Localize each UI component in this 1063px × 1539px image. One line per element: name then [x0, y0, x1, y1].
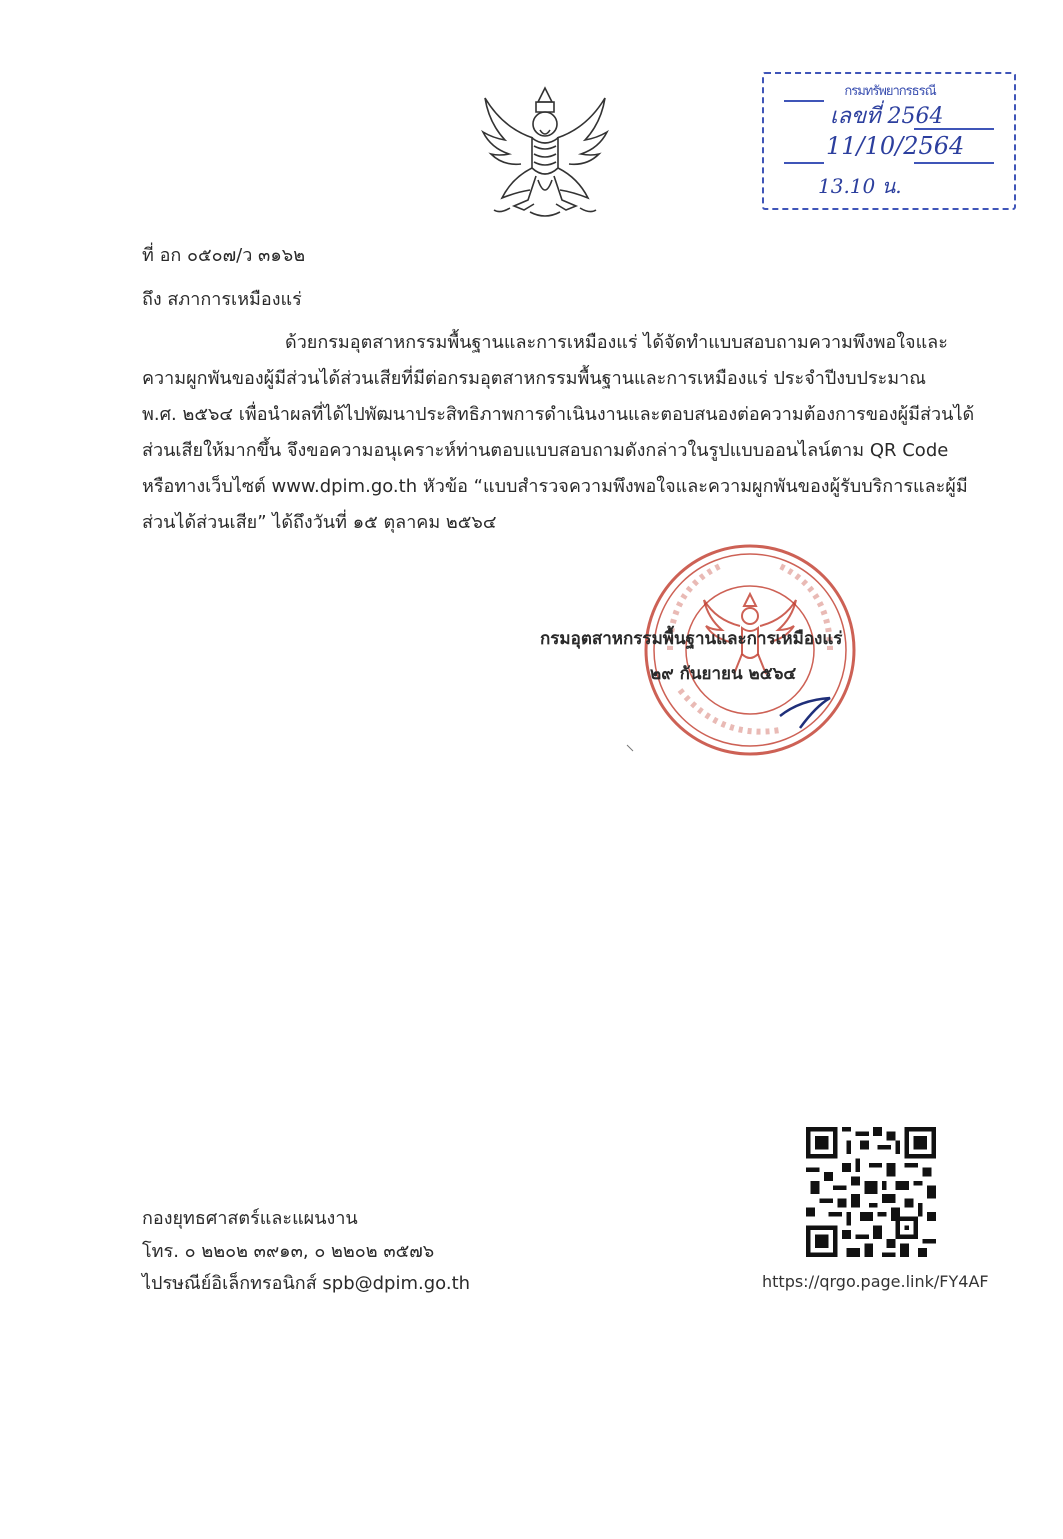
body-line: หรือทางเว็บไซต์ www.dpim.go.th หัวข้อ “แบบสำรวจความพึงพอใจและความผูกพันของผู้รับบริการและผู้มี [142, 476, 968, 497]
receipt-stamp [762, 72, 1016, 210]
stamp-rule [914, 162, 994, 164]
receipt-number: เลขที่ 2564 [830, 104, 944, 129]
footer-email: ไปรษณีย์อิเล็กทรอนิกส์ spb@dpim.go.th [142, 1273, 471, 1294]
receipt-date: 11/10/2564 [826, 132, 965, 160]
document-reference: ที่ อก ๐๕๐๗/ว ๓๑๖๒ [142, 245, 306, 266]
footer-phone: โทร. ๐ ๒๒๐๒ ๓๙๑๓, ๐ ๒๒๐๒ ๓๕๗๖ [142, 1241, 435, 1262]
stamp-rule [784, 162, 824, 164]
signature-date: ๒๙ กันยายน ๒๕๖๔ [650, 664, 797, 684]
signature-organization: กรมอุตสาหกรรมพื้นฐานและการเหมืองแร่ [540, 629, 843, 649]
garuda-emblem-icon [470, 80, 620, 230]
receipt-time: 13.10 น. [818, 174, 902, 198]
body-line: ความผูกพันของผู้มีส่วนได้ส่วนเสียที่มีต่อกรมอุตสาหกรรมพื้นฐานและการเหมืองแร่ ประจำปีงบประมาณ [142, 368, 926, 389]
stray-mark [626, 744, 634, 752]
qr-code-icon [806, 1127, 936, 1257]
body-line: ส่วนได้ส่วนเสีย” ได้ถึงวันที่ ๑๕ ตุลาคม ๒๕๖๔ [142, 512, 497, 533]
body-line: ด้วยกรมอุตสาหกรรมพื้นฐานและการเหมืองแร่ ได้จัดทำแบบสอบถามความพึงพอใจและ [285, 332, 948, 353]
footer-division: กองยุทธศาสตร์และแผนงาน [142, 1208, 358, 1229]
receipt-stamp-header: กรมทรัพยากรธรณี [844, 84, 936, 96]
body-line: พ.ศ. ๒๕๖๔ เพื่อนำผลที่ได้ไปพัฒนาประสิทธิภาพการดำเนินงานและตอบสนองต่อความต้องการของผู้มีส่วนได้ [142, 404, 975, 425]
qr-url-text: https://qrgo.page.link/FY4AF [762, 1272, 989, 1291]
document-addressee: ถึง สภาการเหมืองแร่ [142, 289, 302, 310]
stamp-rule [784, 100, 824, 102]
body-line: ส่วนเสียให้มากขึ้น จึงขอความอนุเคราะห์ท่านตอบแบบสอบถามดังกล่าวในรูปแบบออนไลน์ตาม QR Code [142, 440, 949, 461]
